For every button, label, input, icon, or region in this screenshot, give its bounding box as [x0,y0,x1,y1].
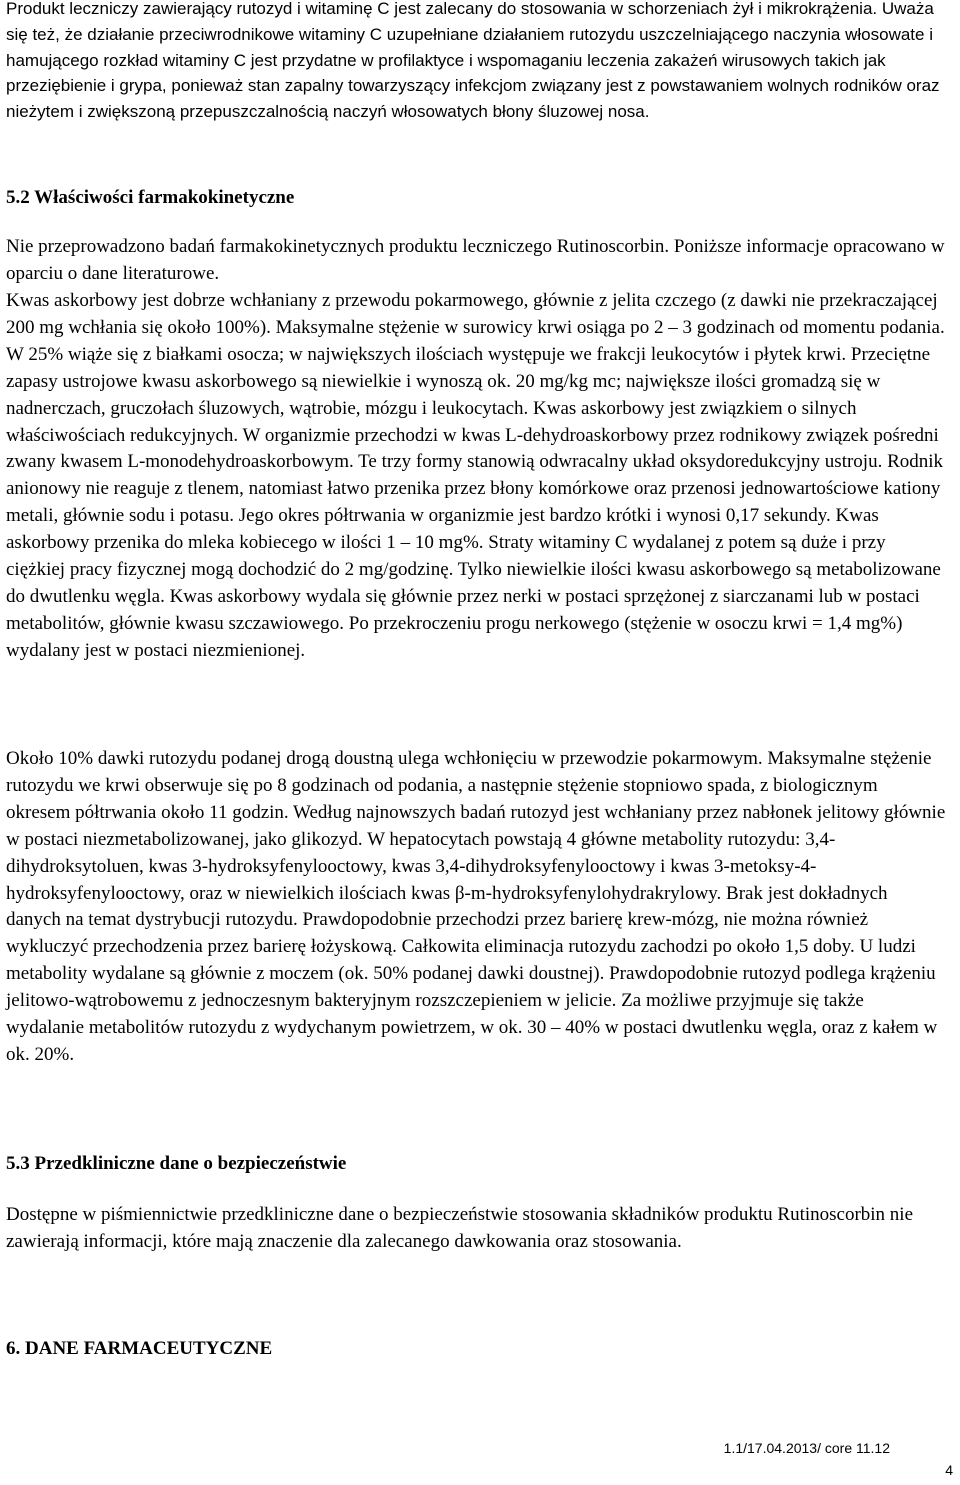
section-5-2-paragraph-3: Około 10% dawki rutozydu podanej drogą doustną ulega wchłonięciu w przewodzie pokarmowym. Maksymalne stężenie rutozydu we krwi obserwuje się po 8 godzinach od podania, a następnie stężenie stopniowo spada, z biologicznym okresem półtrwania około 11 godzin. Według najnowszych badań rutozyd jest wchłaniany przez nabłonek jelitowy głównie w postaci niezmetabolizowanej, jako glikozyd. W hepatocytach powstają 4 główne metabolity rutozydu: 3,4-dihydroksytoluen, kwas 3-hydroksyfenylooctowy, kwas 3,4-dihydroksyfenylooctowy i kwas 3-metoksy-4-hydroksyfenylooctowy, oraz w niewielkich ilościach kwas β-m-hydroksyfenylohydrakrylowy. Brak jest dokładnych danych na temat dystrybucji rutozydu. Prawdopodobnie przechodzi przez barierę krew-mózg, nie można również wykluczyć przechodzenia przez barierę łożyskową. Całkowita eliminacja rutozydu zachodzi po około 1,5 doby. U ludzi metabolity wydalane są głównie z moczem (ok. 50% podanej dawki doustnej). Prawdopodobnie rutozyd podlega krążeniu jelitowo-wątrobowemu z jednoczesnym bakteryjnym rozszczepieniem w jelicie. Za możliwe przyjmuje się także wydalanie metabolitów rutozydu z wydychanym powietrzem, w ok. 30 – 40% w postaci dwutlenku węgla, oraz z kałem w ok. 20%. [6,748,946,1065]
section-5-2-heading: 5.2 Właściwości farmakokinetyczne [6,187,295,208]
section-6-heading: 6. DANE FARMACEUTYCZNE [6,1338,273,1359]
section-5-2-paragraph-1: Nie przeprowadzono badań farmakokinetycznych produktu leczniczego Rutinoscorbin. Poniższe informacje opracowano w oparciu o dane literaturowe. [6,236,945,284]
intro-paragraph: Produkt leczniczy zawierający rutozyd i witaminę C jest zalecany do stosowania w schorzeniach żył i mikrokrążenia. Uważa się też, że działanie przeciwrodnikowe witaminy C uzupełniane działaniem rutozydu uszczelniającego naczynia włosowate i hamującego rozkład witaminy C jest przydatne w profilaktyce i wspomaganiu leczenia zakażeń wirusowych takich jak przeziębienie i grypa, ponieważ stan zapalny towarzyszący infekcjom związany jest z powstawaniem wolnych rodników oraz nieżytem i zwiększoną przepuszczalnością naczyń włosowatych błony śluzowej nosa. [6,0,940,122]
section-5-3-heading: 5.3 Przedkliniczne dane o bezpieczeństwie [6,1153,347,1174]
footer-version: 1.1/17.04.2013/ core 11.12 [723,1440,890,1456]
page-number: 4 [945,1462,953,1478]
section-5-2-paragraph-2: Kwas askorbowy jest dobrze wchłaniany z przewodu pokarmowego, głównie z jelita czczego (z dawki nie przekraczającej 200 mg wchłania się około 100%). Maksymalne stężenie w surowicy krwi osiąga po 2 – 3 godzinach od momentu podania. W 25% wiąże się z białkami osocza; w największych ilościach występuje we frakcji leukocytów i płytek krwi. Przeciętne zapasy ustrojowe kwasu askorbowego są niewielkie i wynoszą ok. 20 mg/kg mc; największe ilości gromadzą się w nadnerczach, gruczołach śluzowych, wątrobie, mózgu i leukocytach. Kwas askorbowy jest związkiem o silnych właściwościach redukcyjnych. W organizmie przechodzi w kwas L-dehydroaskorbowy przez rodnikowy związek pośredni zwany kwasem L-monodehydroaskorbowym. Te trzy formy stanowią odwracalny układ oksydoredukcyjny ustroju. Rodnik anionowy nie reaguje z tlenem, natomiast łatwo przenika przez błony komórkowe oraz przenosi jednowartościowe kationy metali, głównie sodu i potasu. Jego okres półtrwania w organizmie jest bardzo krótki i wynosi 0,17 sekundy. Kwas askorbowy przenika do mleka kobiecego w ilości 1 – 10 mg%. Straty witaminy C wydalanej z potem są duże i przy ciężkiej pracy fizycznej mogą dochodzić do 2 mg/godzinę. Tylko niewielkie ilości kwasu askorbowego są metabolizowane do dwutlenku węgla. Kwas askorbowy wydala się głównie przez nerki w postaci sprzężonej z siarczanami lub w postaci metabolitów, głównie kwasu szczawiowego. Po przekroczeniu progu nerkowego (stężenie w osoczu krwi = 1,4 mg%) wydalany jest w postaci niezmienionej. [6,290,945,661]
section-5-3-paragraph: Dostępne w piśmiennictwie przedkliniczne dane o bezpieczeństwie stosowania składników produktu Rutinoscorbin nie zawierają informacji, które mają znaczenie dla zalecanego dawkowania oraz stosowania. [6,1204,914,1252]
